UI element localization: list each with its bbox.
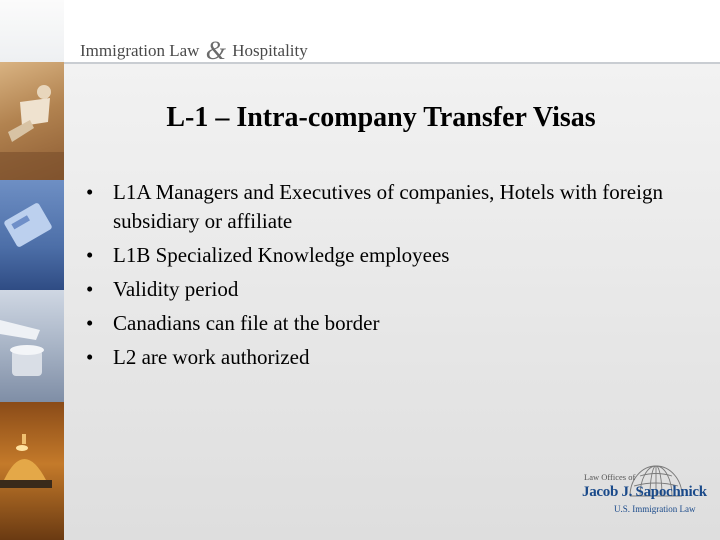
photo-keycard-image xyxy=(0,180,64,290)
logo-firm-name: Jacob J. Sapochnick xyxy=(582,484,707,500)
bullet-item: • L1A Managers and Executives of companies, Hotels with foreign subsidiary or affiliate xyxy=(86,178,696,236)
photo-dining-image xyxy=(0,290,64,402)
logo-law-offices-of: Law Offices of xyxy=(584,472,636,482)
bullet-item: • L1B Specialized Knowledge employees xyxy=(86,241,696,270)
keycard-graphic xyxy=(0,180,64,290)
photo-service-bell-image xyxy=(0,402,64,540)
bullet-item: • L2 are work authorized xyxy=(86,343,696,372)
header-text-hospitality: Hospitality xyxy=(232,41,308,60)
bullet-item: • Canadians can file at the border xyxy=(86,309,696,338)
header-text-immigration-law: Immigration Law xyxy=(80,41,200,60)
bellhop-figure-graphic xyxy=(0,62,64,180)
service-bell-graphic xyxy=(0,402,64,540)
photo-bellhop-image xyxy=(0,62,64,180)
header-branding xyxy=(80,33,308,63)
slide-title: L-1 – Intra-company Transfer Visas xyxy=(166,102,596,133)
header-ampersand: & xyxy=(205,36,226,65)
logo-subtitle: U.S. Immigration Law xyxy=(614,504,696,514)
law-office-logo xyxy=(582,460,707,522)
photo-strip xyxy=(0,0,64,540)
bullet-list xyxy=(86,178,696,377)
dining-graphic xyxy=(0,290,64,402)
bullet-item: • Validity period xyxy=(86,275,696,304)
photo-strip-top xyxy=(0,0,64,62)
